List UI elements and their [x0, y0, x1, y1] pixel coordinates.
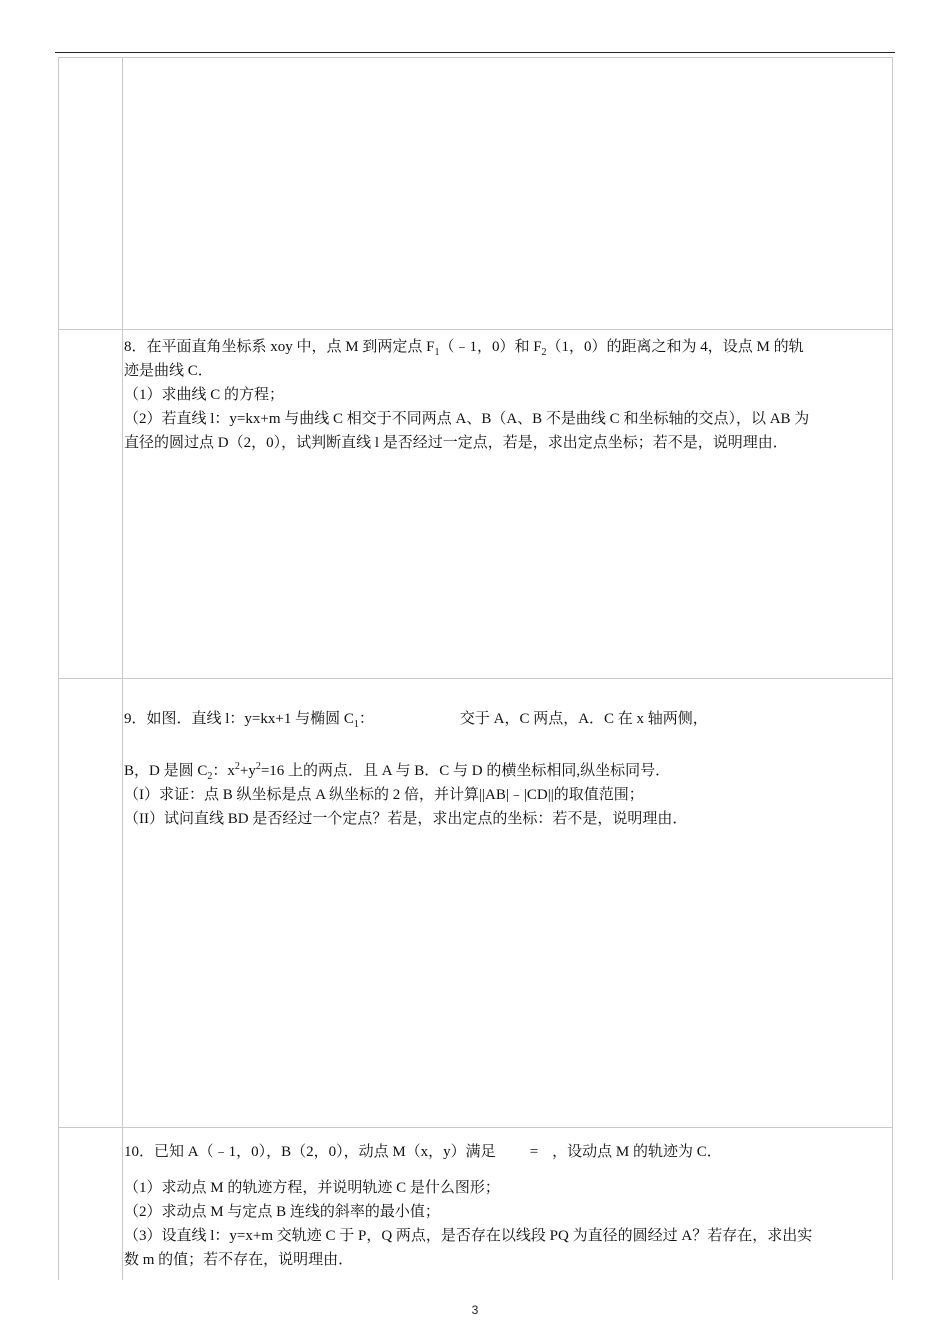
q10-line-4: （3）设直线 l：y=x+m 交轨迹 C 于 P，Q 两点，是否存在以线段 PQ 为直径的圆经过 A？若存在，求出实: [124, 1228, 813, 1244]
q10-line-5: 数 m 的值；若不存在，说明理由．: [124, 1252, 354, 1268]
table-row-border-q8: [58, 329, 892, 330]
q8-line-4: （2）若直线 l：y=kx+m 与曲线 C 相交于不同两点 A、B（A、B 不是曲线 C 和坐标轴的交点），以 AB 为: [124, 411, 810, 427]
q10-line-3: （2）求动点 M 与定点 B 连线的斜率的最小值；: [124, 1204, 440, 1220]
header-rule: [55, 52, 895, 53]
question-8: [124, 335, 892, 455]
q8-line-3: （1）求曲线 C 的方程；: [124, 387, 285, 403]
question-table: [58, 57, 894, 1280]
q9-line-3: （I）求证：点 B 纵坐标是点 A 纵坐标的 2 倍，并计算||AB|﹣|CD||的取值范围；: [124, 787, 644, 803]
q10-line-2: （1）求动点 M 的轨迹方程，并说明轨迹 C 是什么图形；: [124, 1180, 500, 1196]
q9-line-2: B，D 是圆 $C_2$：$x^2+y^2=16$ 上的两点．且 A 与 B．C 与 D 的横坐标相同,纵坐标同号．: [124, 761, 671, 782]
q9-line-1: 9．如图．直线 l：y=kx+1 与椭圆 $C_1$： 交于 A，C 两点，A．C 在 x 轴两侧，: [124, 711, 708, 730]
q8-line-5: 直径的圆过点 D（2，0），试判断直线 l 是否经过一定点，若是，求出定点坐标；若不是，说明理由．: [124, 435, 788, 451]
question-9: [124, 707, 892, 831]
table-row-top-border: [58, 57, 892, 58]
table-row-border-q10: [58, 1127, 892, 1128]
table-row-border-q9: [58, 678, 892, 679]
q8-line-1: 8．在平面直角坐标系 xoy 中，点 M 到两定点 $F_1(﹣1$，0）和 $F_2(1$，0）的距离之和为 4，设点 M 的轨: [124, 339, 804, 358]
q10-line-1: 10．已知 A（﹣1，0），B（2，0），动点 M（x，y）满足 = ，设动点 M 的轨迹为 C．: [124, 1144, 722, 1160]
q9-line-4: （II）试问直线 BD 是否经过一个定点？若是，求出定点的坐标：若不是，说明理由．: [124, 811, 688, 827]
q8-line-2: 迹是曲线 C．: [124, 363, 213, 379]
question-10: [124, 1140, 892, 1272]
table-left-border: [58, 57, 59, 1280]
table-right-border: [892, 57, 893, 1280]
table-column-divider: [122, 57, 123, 1280]
page-number: 3: [471, 1303, 479, 1317]
